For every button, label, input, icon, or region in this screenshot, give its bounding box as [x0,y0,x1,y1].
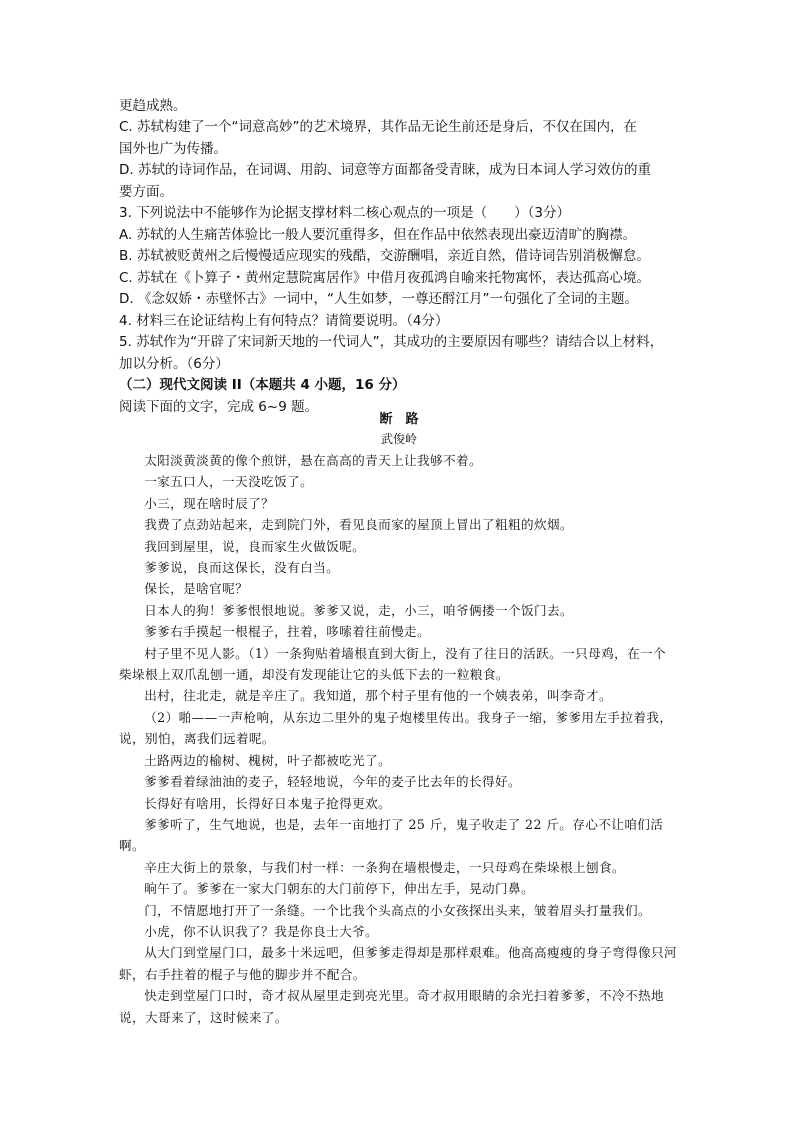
paragraph: 日本人的狗！爹爹恨恨地说。爹爹又说，走，小三，咱爷俩搂一个饭门去。 [144,602,573,618]
paragraph: 我费了点劲站起来，走到院门外，看见良而家的屋顶上冒出了粗粗的炊烟。 [144,517,573,533]
q3-option-a: A. 苏轼的人生痛苦体验比一般人要沉重得多，但在作品中依然表现出豪迈清旷的胸襟。 [119,227,637,243]
section-heading: （二）现代文阅读 II（本题共 4 小题，16 分） [119,377,406,393]
paragraph: 村子里不见人影。（1）一条狗贴着墙根直到大街上，没有了往日的活跃。一只母鸡，在一个柴垛根上双爪乱刨一通，却没有发现能让它的头低下去的一粒粮食。 [119,645,667,683]
paragraph: 爹爹说，良而这保长，没有白当。 [144,560,340,576]
story-body [119,450,679,1028]
paragraph: 门，不情愿地打开了一条缝。一个比我个头高点的小女孩探出头来，皱着眉头打量我们。 [144,902,651,918]
paragraph: 长得好有啥用，长得好日本鬼子抢得更欢。 [144,795,392,811]
paragraph: 爹爹听了，生气地说，也是，去年一亩地打了 25 斤，鬼子收走了 22 斤。存心不让咱们活啊。 [119,816,664,854]
question-5: 5. 苏轼作为“开辟了宋词新天地的一代词人”，其成功的主要原因有哪些？请结合以上材料， [119,334,664,350]
paragraph: 小虎，你不认识我了？我是你良士大爷。 [144,923,379,939]
paragraph: 爹爹右手摸起一根棍子，拄着，哆嗦着往前慢走。 [144,624,431,640]
paragraph: 快走到堂屋门口时，奇才叔从屋里走到亮光里。奇才叔用眼睛的余光扫着爹爹，不冷不热地说，大哥来了，这时候来了。 [119,988,664,1025]
paragraph: 土路两边的榆树、槐树，叶子都被吃光了。 [144,752,392,768]
text-line: 国外也广为传播。 [119,141,227,157]
paragraph: 我回到屋里，说，良而家生火做饭呢。 [144,538,366,554]
question-3: 3. 下列说法中不能够作为论据支撑材料二核心观点的一项是（ ）（3分） [119,205,571,221]
paragraph: 保长，是啥官呢？ [144,581,249,597]
question-5-cont: 加以分析。（6分） [119,356,229,372]
paragraph: 出村，往北走，就是辛庄了。我知道，那个村子里有他的一个姨表弟，叫李奇才。 [144,688,612,704]
paragraph: 爹爹看着绿油油的麦子，轻轻地说，今年的麦子比去年的长得好。 [144,774,522,790]
question-4: 4. 材料三在论证结构上有何特点？请简要说明。（4分） [119,313,449,329]
paragraph: 晌午了。爹爹在一家大门朝东的大门前停下，伸出左手，晃动门鼻。 [144,881,534,897]
paragraph: 一家五口人，一天没吃饭了。 [144,474,314,490]
story-author: 武俊岭 [380,432,417,446]
paragraph: 太阳淡黄淡黄的像个煎饼，悬在高高的青天上让我够不着。 [144,453,483,468]
q3-option-c: C. 苏轼在《卜算子・黄州定慧院寓居作》中借月夜孤鸿自喻来托物寓怀，表达孤高心境。 [119,270,651,286]
instruction: 阅读下面的文字，完成 6~9 题。 [119,399,319,415]
text-line: 更趋成熟。 [119,98,187,114]
text-line: 要方面。 [119,184,173,200]
q3-option-b: B. 苏轼被贬黄州之后慢慢适应现实的残酷，交游酬唱，亲近自然，借诗词告别消极懈怠。 [119,248,650,264]
story-title: 断 路 [379,412,419,427]
paragraph: 辛庄大街上的景象，与我们村一样：一条狗在墙根慢走，一只母鸡在柴垛根上刨食。 [144,859,625,875]
option-c-line: C. 苏轼构建了一个“词意高妙”的艺术境界，其作品无论生前还是身后，不仅在国内，在 [119,119,637,135]
q3-option-d: D. 《念奴娇・赤壁怀古》一词中，“人生如梦，一尊还酹江月”一句强化了全词的主题。 [119,291,638,307]
paragraph: 从大门到堂屋门口，最多十米远吧，但爹爹走得却是那样艰难。他高高瘦瘦的身子弯得像只河虾，右手拄着的棍子与他的脚步并不配合。 [119,945,677,982]
paragraph: 小三，现在啥时辰了？ [144,495,275,511]
option-d-line: D. 苏轼的诗词作品，在词调、用韵、词意等方面都备受青睐，成为日本词人学习效仿的重 [119,162,651,178]
paragraph: （2）啪——一声枪响，从东边二里外的鬼子炮楼里传出。我身子一缩，爹爹用左手拉着我，说，别怕，离我们远着呢。 [119,709,673,747]
